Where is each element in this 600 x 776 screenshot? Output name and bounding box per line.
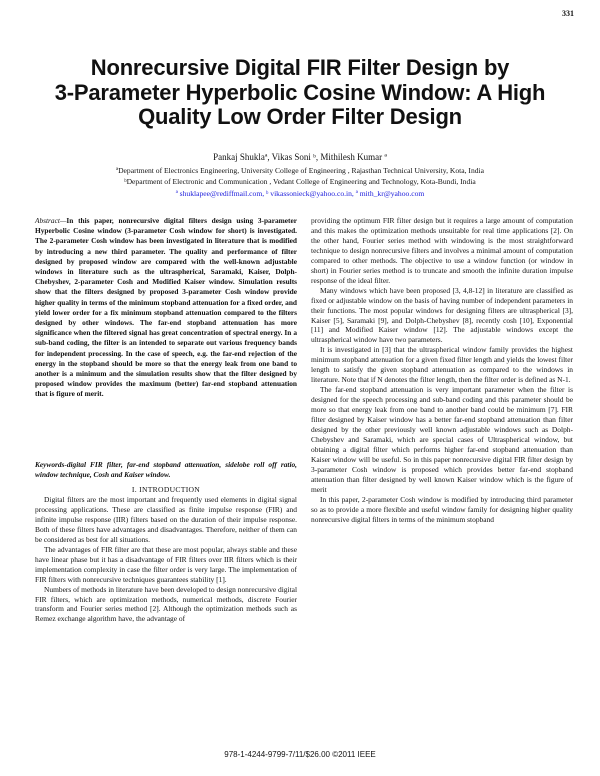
author-emails[interactable]: ª shuklapee@rediffmail.com, ᵇ vikassonieck@yahoo.co.in, ª mith_kr@yahoo.com [175,189,425,198]
keywords: Keywords-digital FIR filter, far-end stopband attenuation, sidelobe roll off ratio, window technique, Cosh and Kaiser window. [35,460,297,480]
title-line: 3-Parameter Hyperbolic Cosine Window: A High [54,79,546,105]
section-heading-introduction: I. INTRODUCTION [131,485,201,494]
page-number: 331 [562,9,574,18]
abstract [35,216,297,400]
paragraph: The far-end stopband attenuation is very important parameter when the filter is designed for the speech processing and sub-band coding and this parameter should be more so that energy leak from one band to another band could be minimum [7]. FIR filter designed by Kaiser window has a better far-end stopband attenuation than filter designed by the other previously well known adjustable windows such as Dolph-Chebyshev and Saramaki, which are special cases of Ultraspherical window, but obtaining a digital filter which performs higher far-end stopband attenuation than Kaiser window will be useful. So in this paper nonrecursive digital FIR filter design by 3-parameter Cosh window is proposed which provides better far-end stopband attenuation than filter designed by well known Kaiser window which is the figure of merit [311,385,573,494]
abstract-text: In this paper, nonrecursive digital filters design using 3-parameter Hyperbolic Cosine window (3-parameter Cosh window for short) is investigated. The 2-parameter Cosh window has been investigated in literature that is modified by introducing a new third parameter. The quality and performance of filter designed by proposed window are compared with the well-known adjustable windows in literature such as the ultraspherical, Saramaki, Kaiser, Dolph-Chebyshev, 2-parameter Cosh and Modified Kaiser window. Simulation results show that the filters designed by proposed 3-parameter Cosh window provide higher quality in terms of the minimum stopband attenuation for a fixed order, and yield lower order for a fix minimum stopband attenuation compared to the filters designed by other windows. The far-end stopband attenuation has more significance when the filtered signal has great concentration of spectral energy. In a sub-band coding, the filter is an intended to separate out various frequency bands for independent processing. In the case of speech, e.g. the far-end rejection of the energy in the stopband should be more so that the energy leak from one band to another is a minimum and the simulation results show that the filter designed by proposed window provides the maximum (better) far-end stopband attenuation that is figure of merit. [35,216,297,399]
paragraph: It is investigated in [3] that the ultraspherical window family provides the highest minimum stopband attenuation for a given fixed filter length and yields the lowest filter length to satisfy the given stopband attenuation as compared to the windows in literature. Note that if N denotes the filter length, then the filter order is defined as N-1. [311,345,573,385]
affiliation-a: ªDepartment of Electronics Engineering, University College of Engineering , Rajasthan Technical University, Kota, India [115,166,485,175]
left-column-body [35,495,297,624]
title-line: Nonrecursive Digital FIR Filter Design by [90,55,510,80]
right-column-body [311,216,573,525]
paragraph: Digital filters are the most important and frequently used elements in digital signal processing applications. These are classified as finite impulse response (FIR) and infinite impulse response (IIR) filters based on the duration of their impulse response. Both of these filters have advantages and disadvantages. Therefore, neither of them can be considered as best for all situations. [35,495,297,544]
paragraph: Many windows which have been proposed [3, 4,8-12] in literature are classified as fixed or adjustable window on the basis of having number of independent parameters in their functions. The most popular windows for designing filters are ultraspherical [3], Kaiser [5], Saramaki [9], and Dolph-Chebyshev [8], recently cosh [10], Exponential [11] and Modified Kaiser window [12]. The adjustable windows except the ultraspherical window have two parameters. [311,285,573,345]
affiliation-b: ᵇDepartment of Electronic and Communication , Vedant College of Engineering and Technology, Kota-Bundi, India [124,177,476,186]
paragraph: providing the optimum FIR filter design but it requires a large amount of computation and this makes the optimization methods unsuitable for real time applications [2]. On the other hand, Fourier series method with windowing is the most straightforward technique to design nonrecursive filters and involves a minimal amount of computation compared to other methods. The objective to use a window function (or window in short) in Fourier series method is to truncate and smooth the infinite duration impulse response of the ideal filter. [311,216,573,285]
paragraph: In this paper, 2-parameter Cosh window is modified by introducing third parameter so as to provide a more flexible and useful window family for designing higher quality nonrecursive digital filters in terms of the minimum stopband [311,494,573,524]
paragraph: The advantages of FIR filter are that these are most popular, always stable and these have linear phase but it has a disadvantage of FIR filters over IIR filters which is their implementation complexity in case the filter order is very large. The implementation of FIR filters with nonrecursive techniques guarantees stability [1]. [35,544,297,584]
paper-title [30,56,570,130]
abstract-label: Abstract— [35,216,67,225]
authors: Pankaj Shuklaª, Vikas Soni ᵇ, Mithilesh Kumar ª [213,152,387,162]
copyright-footer: 978-1-4244-9799-7/11/$26.00 ©2011 IEEE [224,750,376,759]
paragraph: Numbers of methods in literature have been developed to design nonrecursive digital FIR filters, which are optimization methods, numerical methods, discrete Fourier transform and Fourier series method [2]. Although the optimization methods such as Remez exchange algorithm have, the advantage of [35,584,298,624]
title-line: Quality Low Order Filter Design [138,104,462,129]
